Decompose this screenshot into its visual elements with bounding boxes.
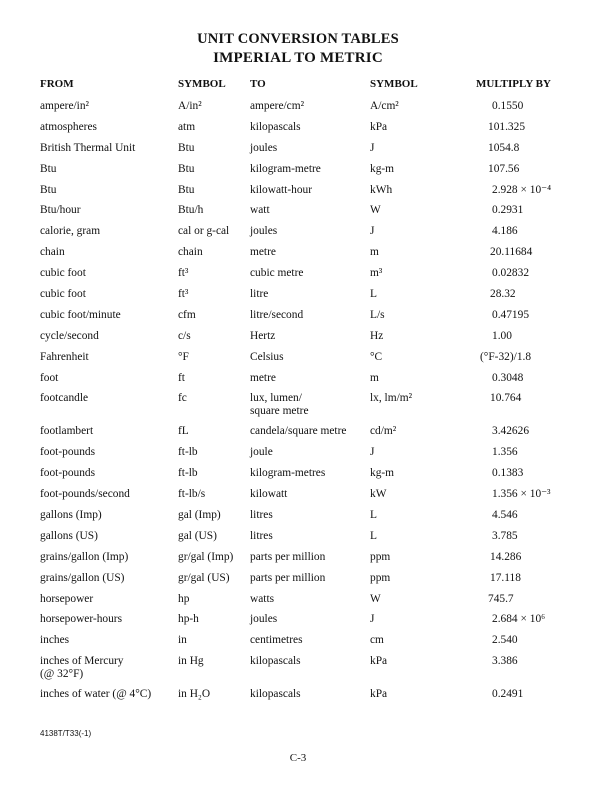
symbol-to-cell: L xyxy=(370,529,377,542)
symbol-from-cell: gal (Imp) xyxy=(178,509,221,522)
from-cell: grains/gallon (Imp) xyxy=(40,550,129,563)
multiply-cell: 0.2931 xyxy=(492,204,524,217)
from-cell: cubic foot/minute xyxy=(40,308,121,321)
multiply-cell: 3.386 xyxy=(492,655,518,668)
multiply-cell: 4.186 xyxy=(492,225,518,238)
symbol-from-cell: in Hg xyxy=(178,655,204,668)
symbol-from-cell: gal (US) xyxy=(178,529,217,542)
multiply-cell: (°F-32)/1.8 xyxy=(480,350,532,363)
to-cell: ampere/cm² xyxy=(250,100,305,112)
symbol-from-cell: fc xyxy=(178,392,187,405)
multiply-cell: 1.00 xyxy=(492,329,512,342)
multiply-cell: 4.546 xyxy=(492,509,518,522)
multiply-cell: 2.928 × 10⁻⁴ xyxy=(492,183,552,196)
from-cell: horsepower-hours xyxy=(40,613,123,626)
symbol-from-cell: ft xyxy=(178,371,185,384)
table-row xyxy=(40,351,586,372)
from-cell: inches of water (@ 4°C) xyxy=(40,688,152,701)
table-row xyxy=(40,225,586,246)
multiply-cell: 101.325 xyxy=(488,120,526,133)
symbol-from-cell: hp-h xyxy=(178,613,199,626)
from-cell: cubic foot xyxy=(40,267,86,280)
from-cell: gallons (Imp) xyxy=(40,509,102,522)
symbol-from-cell: cfm xyxy=(178,308,196,321)
symbol-from-cell: ft-lb xyxy=(178,446,198,459)
to-cell: metre xyxy=(250,246,276,259)
symbol-to-cell: L xyxy=(370,509,377,522)
footnote: 4138T/T33(-1) xyxy=(40,729,92,738)
from-cell: chain xyxy=(40,246,65,259)
symbol-to-cell: L/s xyxy=(370,308,385,321)
multiply-cell: 0.1383 xyxy=(492,467,524,480)
table-row xyxy=(40,392,586,425)
symbol-to-cell: kW xyxy=(370,488,387,501)
to-cell: kilogram-metres xyxy=(250,467,326,480)
symbol-from-cell: ft³ xyxy=(178,288,189,301)
to-cell: kilowatt xyxy=(250,488,288,501)
multiply-cell: 14.286 xyxy=(490,550,522,563)
to-cell: centimetres xyxy=(250,634,303,647)
from-cell: footlambert xyxy=(40,425,94,438)
symbol-from-cell: ft-lb xyxy=(178,467,198,480)
table-row xyxy=(40,572,586,593)
table-row xyxy=(40,100,586,121)
from-cell: cubic foot xyxy=(40,288,86,301)
from-cell: Btu/hour xyxy=(40,204,81,217)
multiply-cell: 745.7 xyxy=(488,592,514,605)
table-row xyxy=(40,613,586,634)
symbol-to-cell: J xyxy=(370,446,375,459)
symbol-to-cell: J xyxy=(370,613,375,626)
to-cell: kilopascals xyxy=(250,120,301,133)
title-line-2: IMPERIAL TO METRIC xyxy=(213,50,383,66)
to-cell: kilopascals xyxy=(250,655,301,668)
table-row xyxy=(40,593,586,614)
to-cell: cubic metre xyxy=(250,267,304,280)
multiply-cell: 2.684 × 10⁶ xyxy=(492,613,546,626)
from-cell: foot-pounds xyxy=(40,467,96,480)
symbol-to-cell: kPa xyxy=(370,688,388,701)
symbol-from-cell: gr/gal (Imp) xyxy=(178,550,234,563)
table-row xyxy=(40,121,586,142)
from-cell: calorie, gram xyxy=(40,225,101,238)
table-row xyxy=(40,309,586,330)
symbol-to-cell: cd/m² xyxy=(370,425,397,438)
to-cell: joules xyxy=(250,141,278,154)
from-cell: Fahrenheit xyxy=(40,350,89,363)
from-cell: grains/gallon (US) xyxy=(40,571,125,584)
symbol-from-cell: hp xyxy=(178,592,190,605)
table-row xyxy=(40,330,586,351)
multiply-cell: 107.56 xyxy=(488,162,520,175)
to-cell: kilowatt-hour xyxy=(250,183,313,196)
multiply-cell: 0.02832 xyxy=(492,267,530,280)
multiply-cell: 3.42626 xyxy=(492,425,530,438)
from-cell: British Thermal Unit xyxy=(40,141,136,154)
header-row xyxy=(40,78,586,100)
symbol-from-cell: Btu xyxy=(178,162,195,175)
multiply-cell: 10.764 xyxy=(490,392,522,405)
symbol-from-cell: ft-lb/s xyxy=(178,488,206,501)
table-row xyxy=(40,551,586,572)
to-cell: lux, lumen/ square metre xyxy=(250,392,309,418)
to-cell: kilogram-metre xyxy=(250,162,321,175)
symbol-from-cell: ft³ xyxy=(178,267,189,280)
symbol-to-cell: cm xyxy=(370,634,384,647)
multiply-cell: 28.32 xyxy=(490,288,516,301)
symbol-from-cell: Btu xyxy=(178,183,195,196)
symbol-to-cell: J xyxy=(370,141,375,154)
symbol-to-cell: Hz xyxy=(370,329,384,342)
multiply-cell: 3.785 xyxy=(492,529,518,542)
table-row xyxy=(40,288,586,309)
table-row xyxy=(40,142,586,163)
symbol-from-cell: in H₂O xyxy=(178,688,211,701)
symbol-to-cell: A/cm² xyxy=(370,100,399,112)
multiply-cell: 0.2491 xyxy=(492,688,524,701)
table-row xyxy=(40,372,586,393)
table-row xyxy=(40,246,586,267)
symbol-to-cell: m³ xyxy=(370,267,383,280)
to-cell: joule xyxy=(250,446,273,459)
symbol-from-cell: gr/gal (US) xyxy=(178,571,230,584)
symbol-to-cell: °C xyxy=(370,350,383,363)
multiply-cell: 0.1550 xyxy=(492,100,524,112)
header-multiply: MULTIPLY BY xyxy=(476,78,551,90)
to-cell: litre/second xyxy=(250,308,304,321)
multiply-cell: 20.11684 xyxy=(490,246,533,259)
symbol-to-cell: m xyxy=(370,246,379,259)
symbol-to-cell: J xyxy=(370,225,375,238)
symbol-from-cell: Btu xyxy=(178,141,195,154)
table-row xyxy=(40,655,586,688)
to-cell: watts xyxy=(250,592,275,605)
to-cell: Hertz xyxy=(250,329,276,342)
to-cell: litres xyxy=(250,509,273,522)
to-cell: parts per million xyxy=(250,571,326,584)
header-from: FROM xyxy=(40,78,74,90)
symbol-from-cell: chain xyxy=(178,246,203,259)
multiply-cell: 2.540 xyxy=(492,634,518,647)
symbol-to-cell: W xyxy=(370,204,381,217)
symbol-from-cell: fL xyxy=(178,425,189,438)
table-row xyxy=(40,488,586,509)
multiply-cell: 0.47195 xyxy=(492,308,530,321)
to-cell: joules xyxy=(250,225,278,238)
to-cell: watt xyxy=(250,204,270,217)
conversion-table xyxy=(40,78,586,709)
multiply-cell: 1.356 xyxy=(492,446,518,459)
from-cell: foot xyxy=(40,371,59,384)
from-cell: Btu xyxy=(40,183,57,196)
multiply-cell: 1054.8 xyxy=(488,141,520,154)
from-cell: inches xyxy=(40,634,70,647)
symbol-to-cell: kg-m xyxy=(370,467,395,480)
symbol-from-cell: c/s xyxy=(178,329,191,342)
table-row xyxy=(40,688,586,709)
table-body xyxy=(40,100,586,709)
to-cell: litre xyxy=(250,288,269,301)
to-cell: kilopascals xyxy=(250,688,301,701)
table-row xyxy=(40,204,586,225)
table-row xyxy=(40,530,586,551)
symbol-to-cell: lx, lm/m² xyxy=(370,392,413,405)
from-cell: atmospheres xyxy=(40,120,97,133)
to-cell: metre xyxy=(250,371,276,384)
from-cell: cycle/second xyxy=(40,329,99,342)
multiply-cell: 0.3048 xyxy=(492,371,524,384)
symbol-to-cell: L xyxy=(370,288,377,301)
symbol-to-cell: kWh xyxy=(370,183,393,196)
symbol-to-cell: W xyxy=(370,592,381,605)
header-to: TO xyxy=(250,78,266,90)
from-cell: inches of Mercury (@ 32°F) xyxy=(40,655,124,681)
table-row xyxy=(40,446,586,467)
symbol-to-cell: m xyxy=(370,371,379,384)
to-cell: litres xyxy=(250,529,273,542)
symbol-to-cell: kPa xyxy=(370,120,388,133)
multiply-cell: 17.118 xyxy=(490,571,521,584)
header-symbol-from: SYMBOL xyxy=(178,78,226,90)
symbol-to-cell: ppm xyxy=(370,550,391,563)
to-cell: joules xyxy=(250,613,278,626)
symbol-to-cell: kg-m xyxy=(370,162,395,175)
from-cell: footcandle xyxy=(40,392,89,405)
from-cell: gallons (US) xyxy=(40,529,98,542)
symbol-from-cell: atm xyxy=(178,120,196,133)
symbol-from-cell: °F xyxy=(178,350,189,363)
to-cell: candela/square metre xyxy=(250,425,347,438)
table-row xyxy=(40,184,586,205)
symbol-to-cell: ppm xyxy=(370,571,391,584)
symbol-to-cell: kPa xyxy=(370,655,388,668)
multiply-cell: 1.356 × 10⁻³ xyxy=(492,488,551,501)
table-row xyxy=(40,425,586,446)
table-row xyxy=(40,267,586,288)
symbol-from-cell: in xyxy=(178,634,187,647)
symbol-from-cell: Btu/h xyxy=(178,204,204,217)
from-cell: Btu xyxy=(40,162,57,175)
symbol-from-cell: A/in² xyxy=(178,100,202,112)
page-number: C-3 xyxy=(289,752,307,764)
from-cell: ampere/in² xyxy=(40,100,89,112)
to-cell: parts per million xyxy=(250,550,326,563)
from-cell: foot-pounds xyxy=(40,446,96,459)
table-row xyxy=(40,634,586,655)
to-cell: Celsius xyxy=(250,350,284,363)
from-cell: horsepower xyxy=(40,592,94,605)
header-symbol-to: SYMBOL xyxy=(370,78,418,90)
table-row xyxy=(40,163,586,184)
symbol-from-cell: cal or g-cal xyxy=(178,225,230,238)
table-row xyxy=(40,467,586,488)
from-cell: foot-pounds/second xyxy=(40,488,130,501)
table-row xyxy=(40,509,586,530)
title-line-1: UNIT CONVERSION TABLES xyxy=(197,31,399,47)
